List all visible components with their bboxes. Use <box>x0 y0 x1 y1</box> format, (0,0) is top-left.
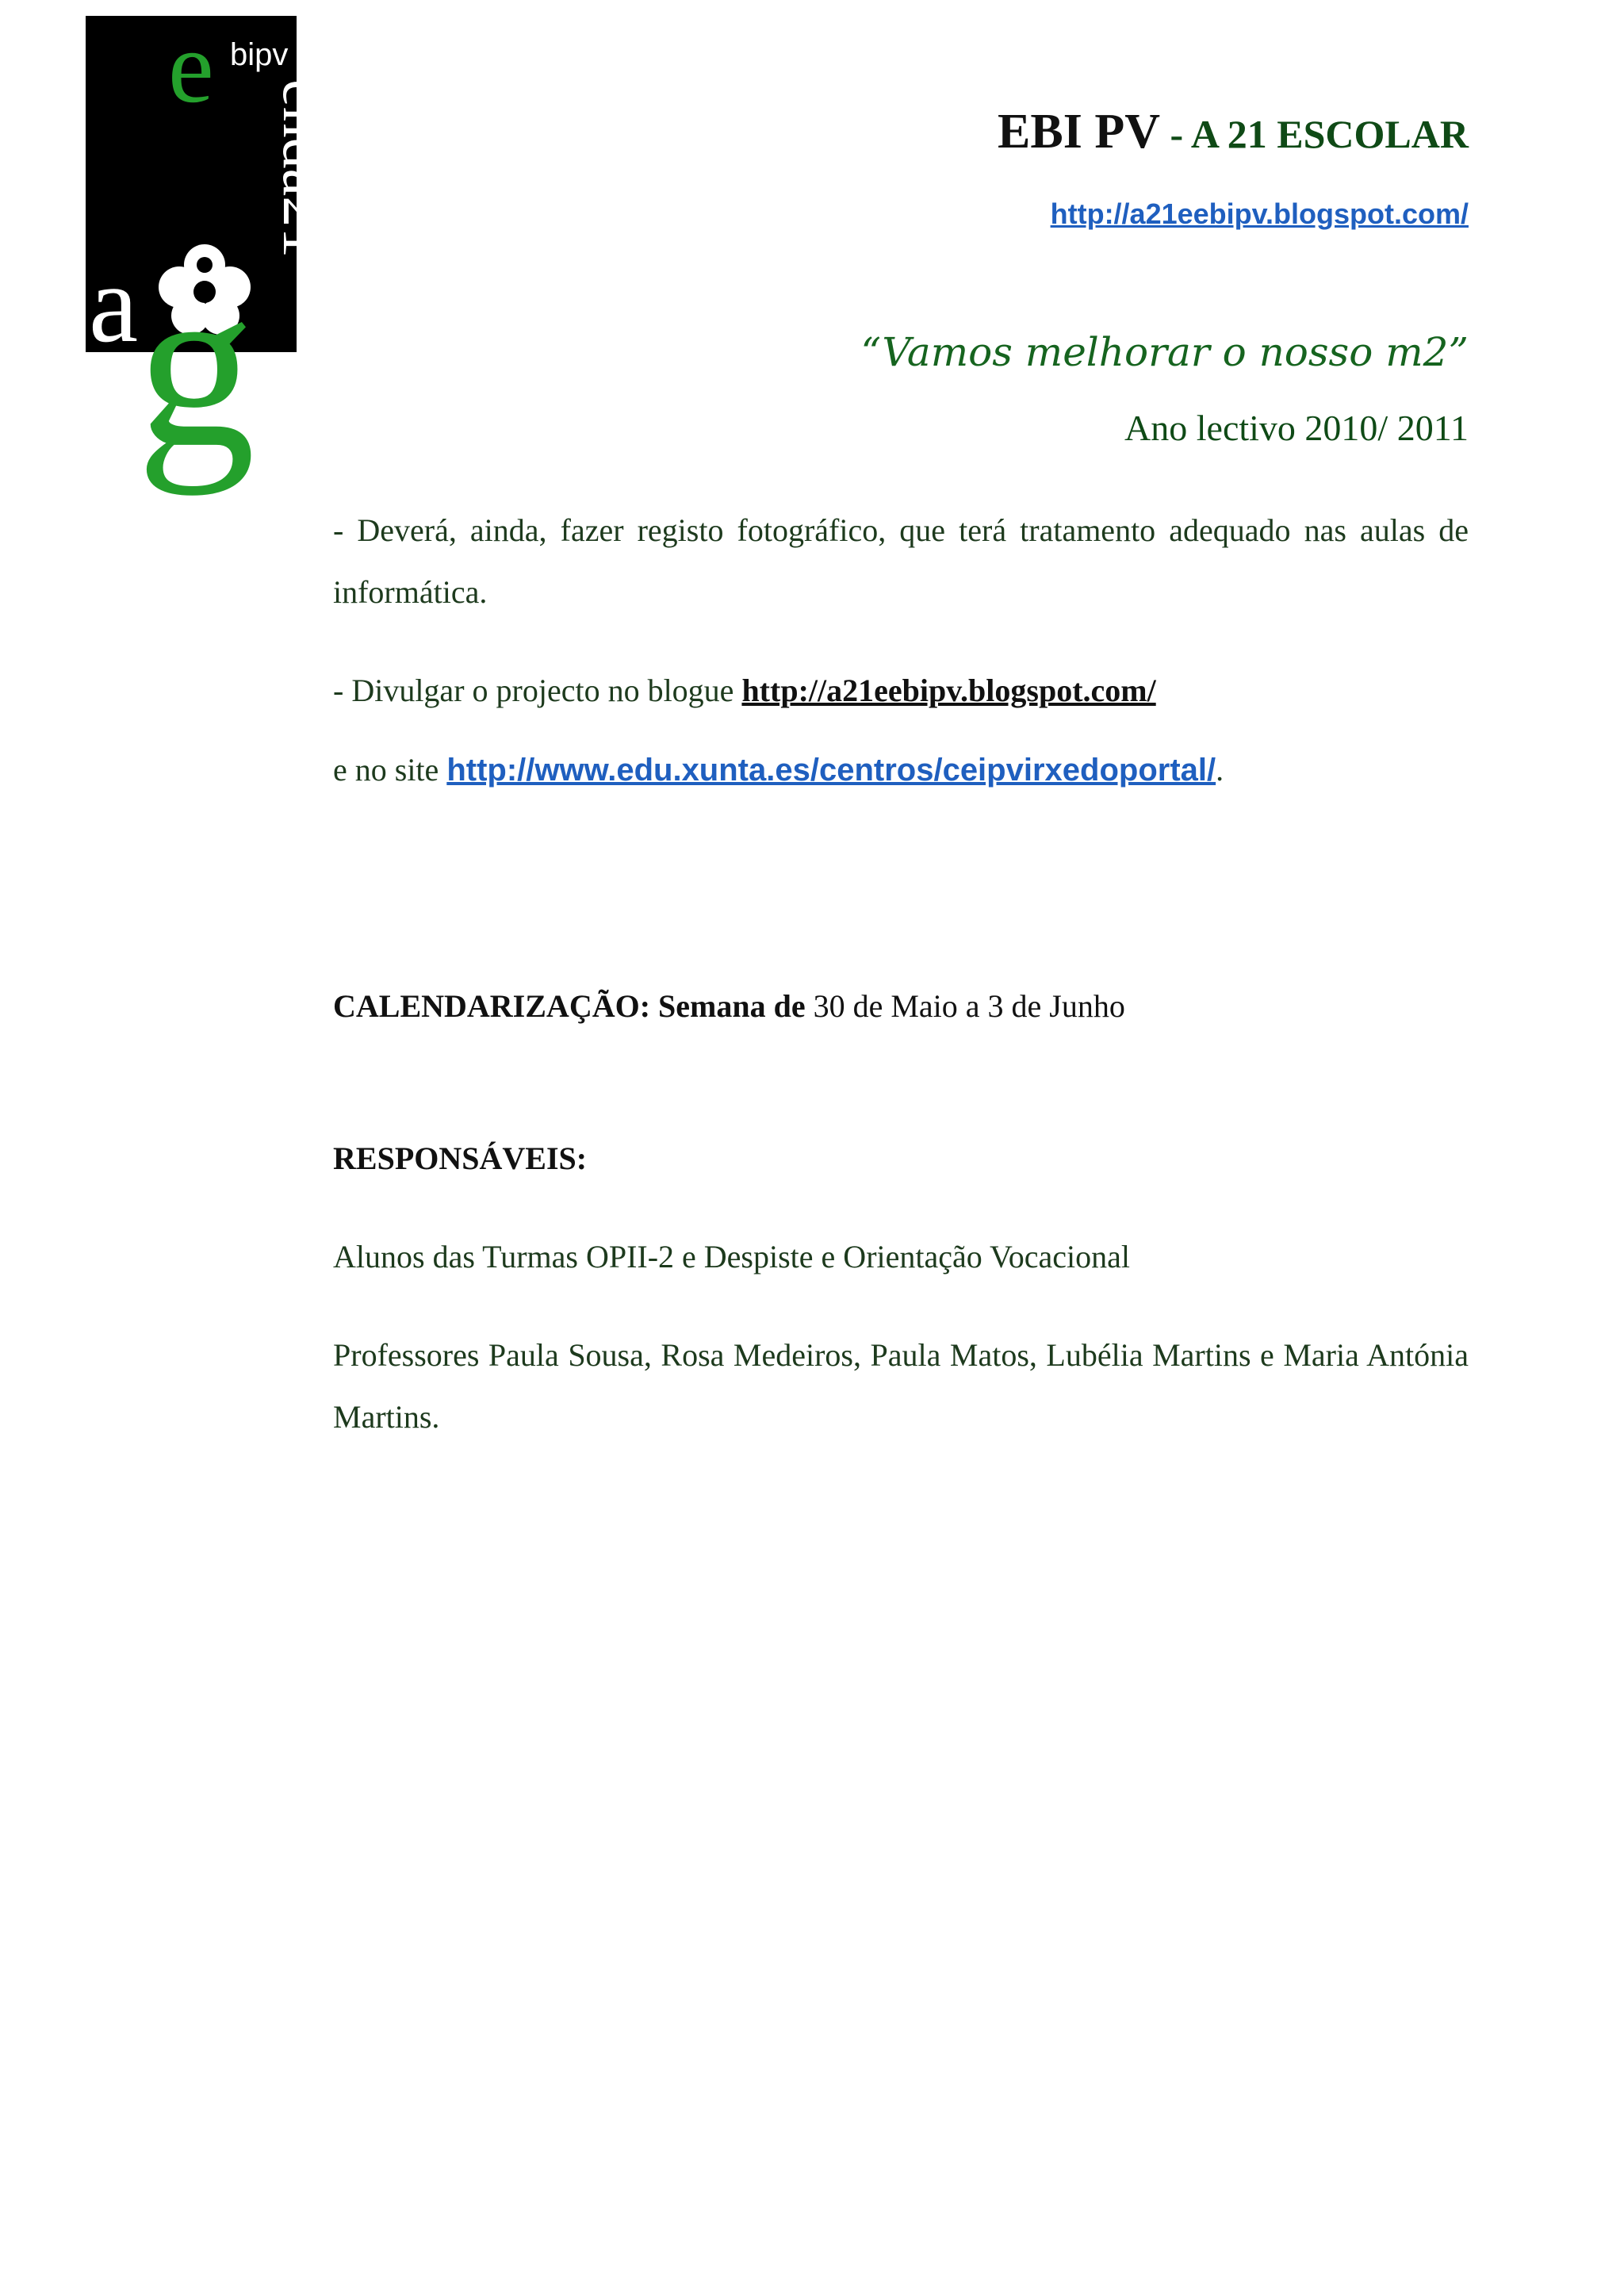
calendar-dates: 30 de Maio a 3 de Junho <box>805 988 1125 1024</box>
teachers-paragraph: Professores Paula Sousa, Rosa Medeiros, Paula Matos, Lubélia Martins e Maria Antónia Martins. <box>333 1337 1469 1435</box>
document-header <box>998 102 1469 164</box>
blog-link[interactable]: http://a21eebipv.blogspot.com/ <box>741 673 1156 708</box>
slogan: “Vamos melhorar o nosso m2” <box>860 329 1469 375</box>
logo-enda21: enda21 <box>270 79 339 259</box>
title-subtitle: - A 21 ESCOLAR <box>1160 112 1469 156</box>
agenda21-logo <box>86 10 339 496</box>
paragraph-photo-record: - Deverá, ainda, fazer registo fotográfico, que terá tratamento adequado nas aulas de informática. <box>333 512 1469 610</box>
school-year: Ano lectivo 2010/ 2011 <box>1124 408 1469 448</box>
paragraph-site <box>333 750 1469 790</box>
logo-letter-g: g <box>136 232 255 496</box>
paragraph-blog <box>333 671 1469 711</box>
site-link[interactable]: http://www.edu.xunta.es/centros/ceipvirxedoportal/ <box>446 753 1216 788</box>
site-period: . <box>1216 752 1224 788</box>
calendar-line <box>333 987 1469 1026</box>
logo-bipv: bipv <box>230 37 289 72</box>
responsaveis-heading: RESPONSÁVEIS: <box>333 1140 588 1176</box>
calendar-label: CALENDARIZAÇÃO: <box>333 988 651 1024</box>
logo-letter-e: e <box>168 10 214 125</box>
page-title <box>998 102 1469 164</box>
calendar-week: Semana de <box>650 988 806 1024</box>
blog-link-header[interactable]: http://a21eebipv.blogspot.com/ <box>1050 197 1469 230</box>
logo-letter-a: a <box>89 243 139 366</box>
site-text: e no site <box>333 752 447 788</box>
students-line: Alunos das Turmas OPII-2 e Despiste e Orientação Vocacional <box>333 1239 1130 1274</box>
title-main: EBI PV <box>998 105 1161 159</box>
blog-text: - Divulgar o projecto no blogue <box>333 673 742 708</box>
